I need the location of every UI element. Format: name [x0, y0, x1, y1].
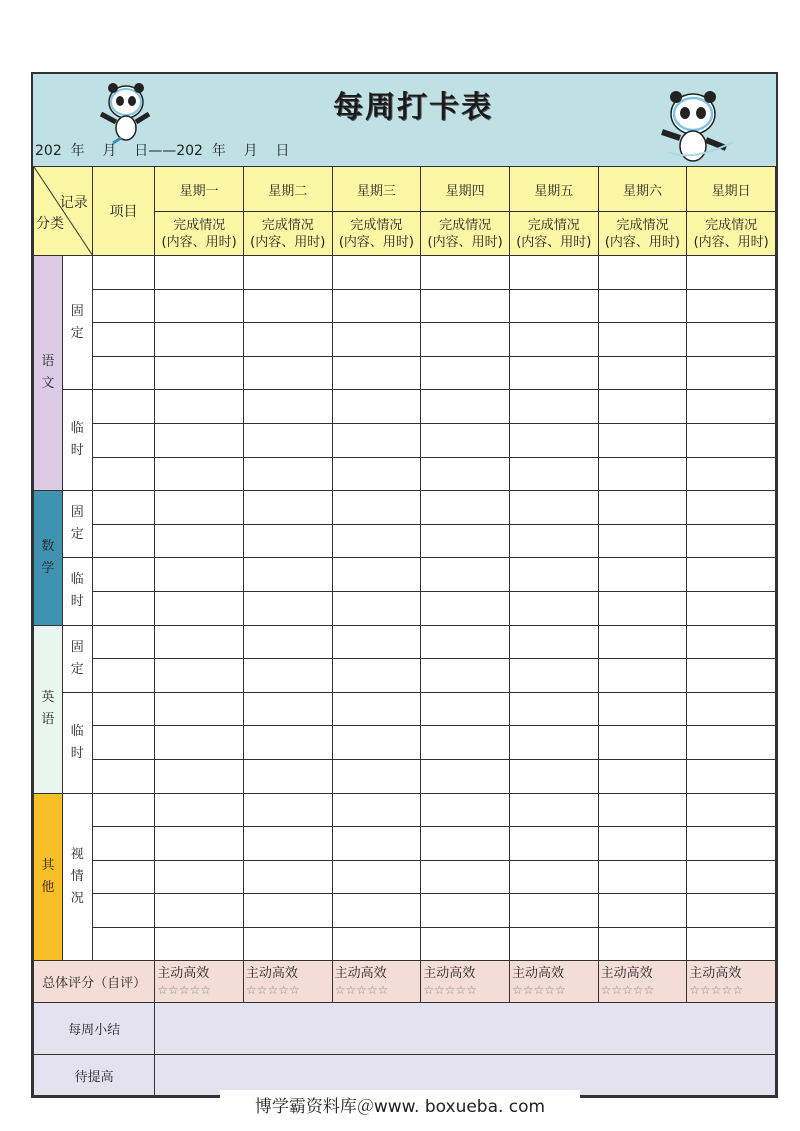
day-cell[interactable] [421, 491, 510, 525]
day-cell[interactable] [598, 827, 687, 861]
item-header: 项目 [92, 167, 155, 256]
table-row [34, 759, 776, 793]
day-cell[interactable] [598, 423, 687, 457]
day-cell[interactable] [332, 759, 421, 793]
day-cell[interactable] [509, 323, 598, 357]
day-cell[interactable] [243, 927, 332, 961]
day-cell[interactable] [155, 491, 244, 525]
day-cell[interactable] [243, 457, 332, 491]
day-cell[interactable] [687, 591, 776, 625]
day-cell[interactable] [332, 423, 421, 457]
task-type-text: 固定 [70, 639, 84, 677]
item-cell[interactable] [92, 423, 155, 457]
day-cell[interactable] [243, 793, 332, 827]
item-cell[interactable] [92, 692, 155, 726]
day-cell[interactable] [687, 558, 776, 592]
day-cell[interactable] [509, 558, 598, 592]
day-cell[interactable] [243, 491, 332, 525]
day-cell[interactable] [155, 759, 244, 793]
task-type-label [62, 256, 92, 390]
day-header: 星期三 [332, 167, 421, 212]
day-cell[interactable] [598, 591, 687, 625]
item-cell[interactable] [92, 827, 155, 861]
rating-label: 主动高效 [511, 965, 564, 981]
day-cell[interactable] [598, 356, 687, 390]
item-cell[interactable] [92, 591, 155, 625]
completion-label: 完成情况 [439, 217, 492, 233]
day-cell[interactable] [243, 860, 332, 894]
star-rating-icon[interactable]: ☆☆☆☆☆ [511, 982, 566, 997]
day-header: 星期六 [598, 167, 687, 212]
table-row [34, 860, 776, 894]
day-subheader [509, 212, 598, 256]
day-cell[interactable] [421, 793, 510, 827]
subject-label [34, 793, 63, 961]
day-cell[interactable] [155, 927, 244, 961]
table-row [34, 558, 776, 592]
day-cell[interactable] [687, 894, 776, 928]
day-cell[interactable] [509, 894, 598, 928]
self-evaluation-label: 总体评分（自评） [34, 961, 155, 1003]
content-time-label: (内容、用时) [250, 234, 326, 250]
day-cell[interactable] [155, 558, 244, 592]
completion-label: 完成情况 [527, 217, 580, 233]
day-cell[interactable] [421, 759, 510, 793]
day-cell[interactable] [155, 894, 244, 928]
completion-label: 完成情况 [616, 217, 669, 233]
day-cell[interactable] [332, 894, 421, 928]
task-type-label [62, 558, 92, 625]
rating-cell[interactable] [243, 961, 332, 1003]
day-cell[interactable] [687, 356, 776, 390]
day-cell[interactable] [421, 927, 510, 961]
day-subheader [332, 212, 421, 256]
table-row [34, 927, 776, 961]
day-cell[interactable] [332, 827, 421, 861]
day-cell[interactable] [243, 323, 332, 357]
day-cell[interactable] [243, 558, 332, 592]
subject-name: 英语 [41, 690, 55, 728]
rating-label: 主动高效 [245, 965, 298, 981]
day-cell[interactable] [421, 323, 510, 357]
day-cell[interactable] [421, 289, 510, 323]
day-cell[interactable] [687, 423, 776, 457]
date-range[interactable]: 202 年 月 日——202 年 月 日 [35, 143, 290, 159]
day-cell[interactable] [155, 659, 244, 693]
day-cell[interactable] [509, 591, 598, 625]
day-cell[interactable] [598, 860, 687, 894]
day-cell[interactable] [155, 457, 244, 491]
content-time-label: (内容、用时) [516, 234, 592, 250]
item-cell[interactable] [92, 659, 155, 693]
rating-cell[interactable] [155, 961, 244, 1003]
day-cell[interactable] [243, 591, 332, 625]
day-cell[interactable] [687, 289, 776, 323]
day-subheader [598, 212, 687, 256]
day-cell[interactable] [332, 625, 421, 659]
day-cell[interactable] [421, 692, 510, 726]
table-row [34, 726, 776, 760]
day-cell[interactable] [687, 860, 776, 894]
day-cell[interactable] [243, 423, 332, 457]
subject-label [34, 256, 63, 491]
panda-mascot-icon [648, 82, 738, 166]
table-row [34, 256, 776, 290]
day-cell[interactable] [598, 390, 687, 424]
task-type-text: 临时 [70, 572, 84, 610]
day-cell[interactable] [509, 491, 598, 525]
table-row [34, 356, 776, 390]
table-row [34, 827, 776, 861]
day-cell[interactable] [243, 356, 332, 390]
day-cell[interactable] [598, 659, 687, 693]
day-cell[interactable] [598, 289, 687, 323]
day-cell[interactable] [332, 491, 421, 525]
task-type-label [62, 390, 92, 491]
day-cell[interactable] [155, 591, 244, 625]
day-cell[interactable] [598, 558, 687, 592]
rating-cell[interactable] [598, 961, 687, 1003]
day-cell[interactable] [155, 256, 244, 290]
weekly-summary-label: 每周小结 [34, 1003, 155, 1055]
day-cell[interactable] [243, 659, 332, 693]
subject-label [34, 491, 63, 625]
day-cell[interactable] [509, 726, 598, 760]
day-cell[interactable] [509, 289, 598, 323]
day-cell[interactable] [421, 524, 510, 558]
to-improve-label: 待提高 [34, 1055, 155, 1096]
day-cell[interactable] [332, 524, 421, 558]
item-cell[interactable] [92, 894, 155, 928]
day-cell[interactable] [332, 457, 421, 491]
day-cell[interactable] [598, 256, 687, 290]
day-cell[interactable] [155, 524, 244, 558]
day-cell[interactable] [332, 927, 421, 961]
day-header: 星期一 [155, 167, 244, 212]
day-subheader [421, 212, 510, 256]
day-cell[interactable] [421, 558, 510, 592]
item-cell[interactable] [92, 457, 155, 491]
day-cell[interactable] [687, 759, 776, 793]
day-cell[interactable] [243, 524, 332, 558]
day-cell[interactable] [598, 491, 687, 525]
day-cell[interactable] [332, 356, 421, 390]
day-cell[interactable] [687, 256, 776, 290]
day-cell[interactable] [421, 726, 510, 760]
day-cell[interactable] [509, 356, 598, 390]
day-cell[interactable] [509, 524, 598, 558]
day-cell[interactable] [421, 256, 510, 290]
checkin-sheet [31, 72, 778, 1098]
corner-record-label: 记录 [59, 195, 88, 211]
day-cell[interactable] [421, 356, 510, 390]
self-evaluation-row [34, 961, 776, 1003]
table-row [34, 491, 776, 525]
rating-cell[interactable] [509, 961, 598, 1003]
day-cell[interactable] [243, 726, 332, 760]
content-time-label: (内容、用时) [427, 234, 503, 250]
day-cell[interactable] [509, 457, 598, 491]
completion-label: 完成情况 [705, 217, 758, 233]
day-cell[interactable] [687, 524, 776, 558]
task-type-label [62, 692, 92, 793]
rating-cell[interactable] [687, 961, 776, 1003]
corner-category-label: 分类 [36, 216, 64, 232]
day-cell[interactable] [243, 289, 332, 323]
item-cell[interactable] [92, 356, 155, 390]
corner-header [34, 167, 93, 256]
day-cell[interactable] [509, 659, 598, 693]
day-header: 星期日 [687, 167, 776, 212]
day-cell[interactable] [421, 591, 510, 625]
panda-mascot-icon [91, 76, 161, 144]
day-cell[interactable] [421, 423, 510, 457]
day-cell[interactable] [421, 390, 510, 424]
day-cell[interactable] [598, 457, 687, 491]
table-row [34, 323, 776, 357]
day-header: 星期四 [421, 167, 510, 212]
task-type-text: 固定 [70, 505, 84, 543]
day-cell[interactable] [421, 894, 510, 928]
day-cell[interactable] [332, 692, 421, 726]
day-cell[interactable] [509, 256, 598, 290]
completion-label: 完成情况 [173, 217, 226, 233]
day-cell[interactable] [509, 793, 598, 827]
page-title: 每周打卡表 [333, 90, 493, 125]
content-time-label: (内容、用时) [161, 234, 237, 250]
day-cell[interactable] [598, 524, 687, 558]
completion-label: 完成情况 [350, 217, 403, 233]
item-cell[interactable] [92, 524, 155, 558]
day-cell[interactable] [243, 827, 332, 861]
day-cell[interactable] [243, 256, 332, 290]
day-cell[interactable] [243, 894, 332, 928]
item-cell[interactable] [92, 726, 155, 760]
rating-cell[interactable] [421, 961, 510, 1003]
day-cell[interactable] [332, 323, 421, 357]
day-cell[interactable] [687, 390, 776, 424]
day-cell[interactable] [155, 692, 244, 726]
day-cell[interactable] [155, 625, 244, 659]
day-cell[interactable] [509, 827, 598, 861]
table-row [34, 625, 776, 659]
day-cell[interactable] [598, 927, 687, 961]
day-cell[interactable] [421, 860, 510, 894]
task-type-text: 固定 [70, 303, 84, 341]
day-cell[interactable] [509, 759, 598, 793]
day-cell[interactable] [509, 860, 598, 894]
table-row [34, 659, 776, 693]
day-cell[interactable] [421, 625, 510, 659]
item-cell[interactable] [92, 625, 155, 659]
day-cell[interactable] [155, 289, 244, 323]
day-cell[interactable] [155, 356, 244, 390]
day-cell[interactable] [332, 289, 421, 323]
rating-label: 主动高效 [334, 965, 387, 981]
day-cell[interactable] [509, 390, 598, 424]
item-cell[interactable] [92, 759, 155, 793]
day-cell[interactable] [332, 390, 421, 424]
table-row [34, 390, 776, 424]
item-cell[interactable] [92, 860, 155, 894]
subject-name: 语文 [41, 354, 55, 392]
task-type-text: 临时 [70, 421, 84, 459]
table-row [34, 289, 776, 323]
day-cell[interactable] [155, 860, 244, 894]
weekly-summary-field[interactable] [155, 1003, 776, 1055]
day-cell[interactable] [687, 659, 776, 693]
day-cell[interactable] [598, 726, 687, 760]
day-cell[interactable] [687, 692, 776, 726]
day-cell[interactable] [687, 927, 776, 961]
rating-label: 主动高效 [423, 965, 476, 981]
day-cell[interactable] [332, 860, 421, 894]
task-type-label [62, 491, 92, 558]
day-subheader [687, 212, 776, 256]
day-cell[interactable] [598, 625, 687, 659]
star-rating-icon[interactable]: ☆☆☆☆☆ [689, 982, 744, 997]
rating-label: 主动高效 [157, 965, 210, 981]
day-cell[interactable] [509, 625, 598, 659]
day-cell[interactable] [509, 423, 598, 457]
day-cell[interactable] [687, 827, 776, 861]
table-row [34, 423, 776, 457]
day-cell[interactable] [155, 323, 244, 357]
day-cell[interactable] [332, 659, 421, 693]
day-cell[interactable] [509, 927, 598, 961]
star-rating-icon[interactable]: ☆☆☆☆☆ [423, 982, 478, 997]
day-cell[interactable] [155, 793, 244, 827]
day-cell[interactable] [687, 323, 776, 357]
item-cell[interactable] [92, 793, 155, 827]
day-cell[interactable] [687, 793, 776, 827]
item-cell[interactable] [92, 256, 155, 290]
star-rating-icon[interactable]: ☆☆☆☆☆ [600, 982, 655, 997]
day-cell[interactable] [332, 558, 421, 592]
day-cell[interactable] [598, 793, 687, 827]
item-cell[interactable] [92, 323, 155, 357]
task-type-text: 临时 [70, 723, 84, 761]
star-rating-icon[interactable]: ☆☆☆☆☆ [157, 982, 212, 997]
table-row [34, 457, 776, 491]
item-cell[interactable] [92, 390, 155, 424]
rating-label: 主动高效 [689, 965, 742, 981]
day-cell[interactable] [332, 256, 421, 290]
task-type-label [62, 793, 92, 961]
day-cell[interactable] [243, 692, 332, 726]
footer-watermark: 博学霸资料库＠www. boxueba. com [220, 1090, 580, 1124]
weekly-summary-row [34, 1003, 776, 1055]
content-time-label: (内容、用时) [693, 234, 769, 250]
table-row [34, 894, 776, 928]
day-cell[interactable] [421, 457, 510, 491]
day-cell[interactable] [687, 457, 776, 491]
task-type-text: 视情况 [70, 846, 84, 906]
completion-label: 完成情况 [261, 217, 314, 233]
subject-label [34, 625, 63, 793]
item-cell[interactable] [92, 558, 155, 592]
day-cell[interactable] [598, 894, 687, 928]
table-row [34, 692, 776, 726]
item-cell[interactable] [92, 491, 155, 525]
day-subheader [243, 212, 332, 256]
task-type-label [62, 625, 92, 692]
star-rating-icon[interactable]: ☆☆☆☆☆ [334, 982, 389, 997]
day-cell[interactable] [598, 692, 687, 726]
day-cell[interactable] [243, 759, 332, 793]
day-header: 星期五 [509, 167, 598, 212]
day-subheader [155, 212, 244, 256]
day-cell[interactable] [687, 726, 776, 760]
day-cell[interactable] [243, 390, 332, 424]
content-time-label: (内容、用时) [604, 234, 681, 250]
day-header: 星期二 [243, 167, 332, 212]
day-cell[interactable] [598, 759, 687, 793]
subject-name: 数学 [41, 538, 55, 576]
table-row [34, 793, 776, 827]
subject-name: 其他 [41, 857, 55, 895]
day-cell[interactable] [421, 827, 510, 861]
content-time-label: (内容、用时) [338, 234, 414, 250]
day-cell[interactable] [332, 793, 421, 827]
day-cell[interactable] [332, 591, 421, 625]
table-row [34, 524, 776, 558]
day-cell[interactable] [243, 625, 332, 659]
table-row [34, 591, 776, 625]
day-cell[interactable] [155, 423, 244, 457]
day-cell[interactable] [155, 726, 244, 760]
day-cell[interactable] [421, 659, 510, 693]
day-cell[interactable] [155, 827, 244, 861]
day-cell[interactable] [332, 726, 421, 760]
item-cell[interactable] [92, 927, 155, 961]
day-cell[interactable] [509, 692, 598, 726]
rating-label: 主动高效 [600, 965, 653, 981]
day-cell[interactable] [687, 625, 776, 659]
day-cell[interactable] [598, 323, 687, 357]
star-rating-icon[interactable]: ☆☆☆☆☆ [245, 982, 300, 997]
day-cell[interactable] [155, 390, 244, 424]
rating-cell[interactable] [332, 961, 421, 1003]
checkin-table [33, 166, 776, 1096]
sheet-header [33, 74, 776, 167]
day-cell[interactable] [687, 491, 776, 525]
item-cell[interactable] [92, 289, 155, 323]
